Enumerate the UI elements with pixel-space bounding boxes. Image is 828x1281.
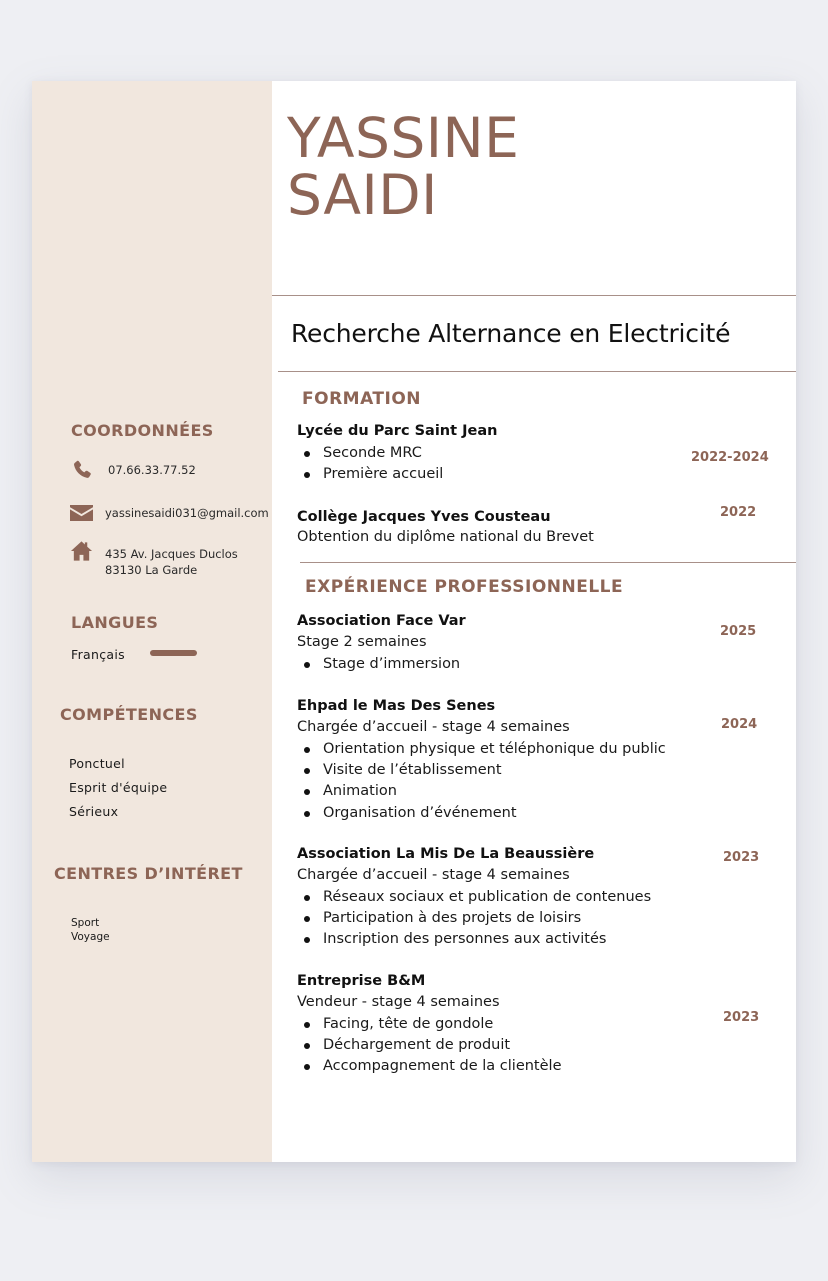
experience-role: Chargée d’accueil - stage 4 semaines (297, 719, 570, 735)
experience-bullets (297, 654, 460, 675)
address-line-2: 83130 La Garde (105, 563, 198, 577)
experience-bullet: Accompagnement de la clientèle (297, 1056, 562, 1077)
experience-bullet: Déchargement de produit (297, 1035, 562, 1056)
skills-section-title: COMPÉTENCES (60, 705, 198, 724)
header-divider-top (272, 295, 796, 296)
education-school: Collège Jacques Yves Cousteau (297, 509, 551, 525)
mail-icon (70, 505, 93, 521)
experience-bullet: Participation à des projets de loisirs (297, 908, 651, 929)
phone-icon (71, 458, 93, 482)
experience-bullets (297, 1014, 562, 1078)
first-name: YASSINE (287, 106, 520, 170)
experience-company: Ehpad le Mas Des Senes (297, 698, 496, 714)
education-school: Lycée du Parc Saint Jean (297, 423, 498, 439)
address-line-1: 435 Av. Jacques Duclos (105, 547, 238, 561)
experience-bullet: Visite de l’établissement (297, 760, 666, 781)
education-description: Obtention du diplôme national du Brevet (297, 529, 594, 545)
experience-bullet: Inscription des personnes aux activités (297, 929, 651, 950)
experience-company: Association Face Var (297, 613, 466, 629)
section-divider (300, 562, 796, 563)
skill-item: Ponctuel (69, 756, 125, 771)
experience-bullets (297, 887, 651, 951)
experience-role: Chargée d’accueil - stage 4 semaines (297, 867, 570, 883)
skill-item: Esprit d'équipe (69, 780, 168, 795)
last-name: SAIDI (287, 163, 438, 227)
experience-section-title: EXPÉRIENCE PROFESSIONNELLE (305, 577, 624, 597)
sidebar (32, 81, 272, 1162)
interest-item: Voyage (71, 931, 110, 943)
experience-year: 2024 (721, 717, 758, 732)
education-section-title: FORMATION (302, 389, 422, 409)
experience-bullet: Orientation physique et téléphonique du public (297, 739, 666, 760)
experience-company: Association La Mis De La Beaussière (297, 846, 595, 862)
language-name: Français (71, 647, 125, 662)
home-icon (70, 540, 93, 562)
experience-role: Stage 2 semaines (297, 634, 427, 650)
experience-bullet: Organisation d’événement (297, 803, 666, 824)
experience-year: 2023 (723, 850, 760, 865)
email-address[interactable]: yassinesaidi031@gmail.com (105, 506, 269, 520)
job-objective: Recherche Alternance en Electricité (291, 319, 731, 348)
experience-year: 2023 (723, 1010, 760, 1025)
education-years: 2022-2024 (691, 450, 769, 465)
contact-section-title: COORDONNÉES (71, 421, 214, 440)
experience-company: Entreprise B&M (297, 973, 426, 989)
phone-number[interactable]: 07.66.33.77.52 (108, 463, 196, 477)
skill-item: Sérieux (69, 804, 119, 819)
education-years: 2022 (720, 505, 757, 520)
education-bullets (297, 443, 443, 485)
education-bullet: Seconde MRC (297, 443, 443, 464)
language-level-bar (150, 650, 197, 656)
experience-bullet: Facing, tête de gondole (297, 1014, 562, 1035)
experience-bullet: Animation (297, 781, 666, 802)
experience-bullet: Réseaux sociaux et publication de contenues (297, 887, 651, 908)
main-content (272, 81, 796, 1162)
experience-role: Vendeur - stage 4 semaines (297, 994, 500, 1010)
header-divider-bottom (278, 371, 796, 372)
interest-item: Sport (71, 917, 100, 929)
languages-section-title: LANGUES (71, 613, 159, 632)
experience-bullets (297, 739, 666, 824)
experience-year: 2025 (720, 624, 757, 639)
experience-bullet: Stage d’immersion (297, 654, 460, 675)
resume-page (32, 81, 796, 1162)
interests-section-title: CENTRES D’INTÉRET (54, 864, 243, 883)
education-bullet: Première accueil (297, 464, 443, 485)
